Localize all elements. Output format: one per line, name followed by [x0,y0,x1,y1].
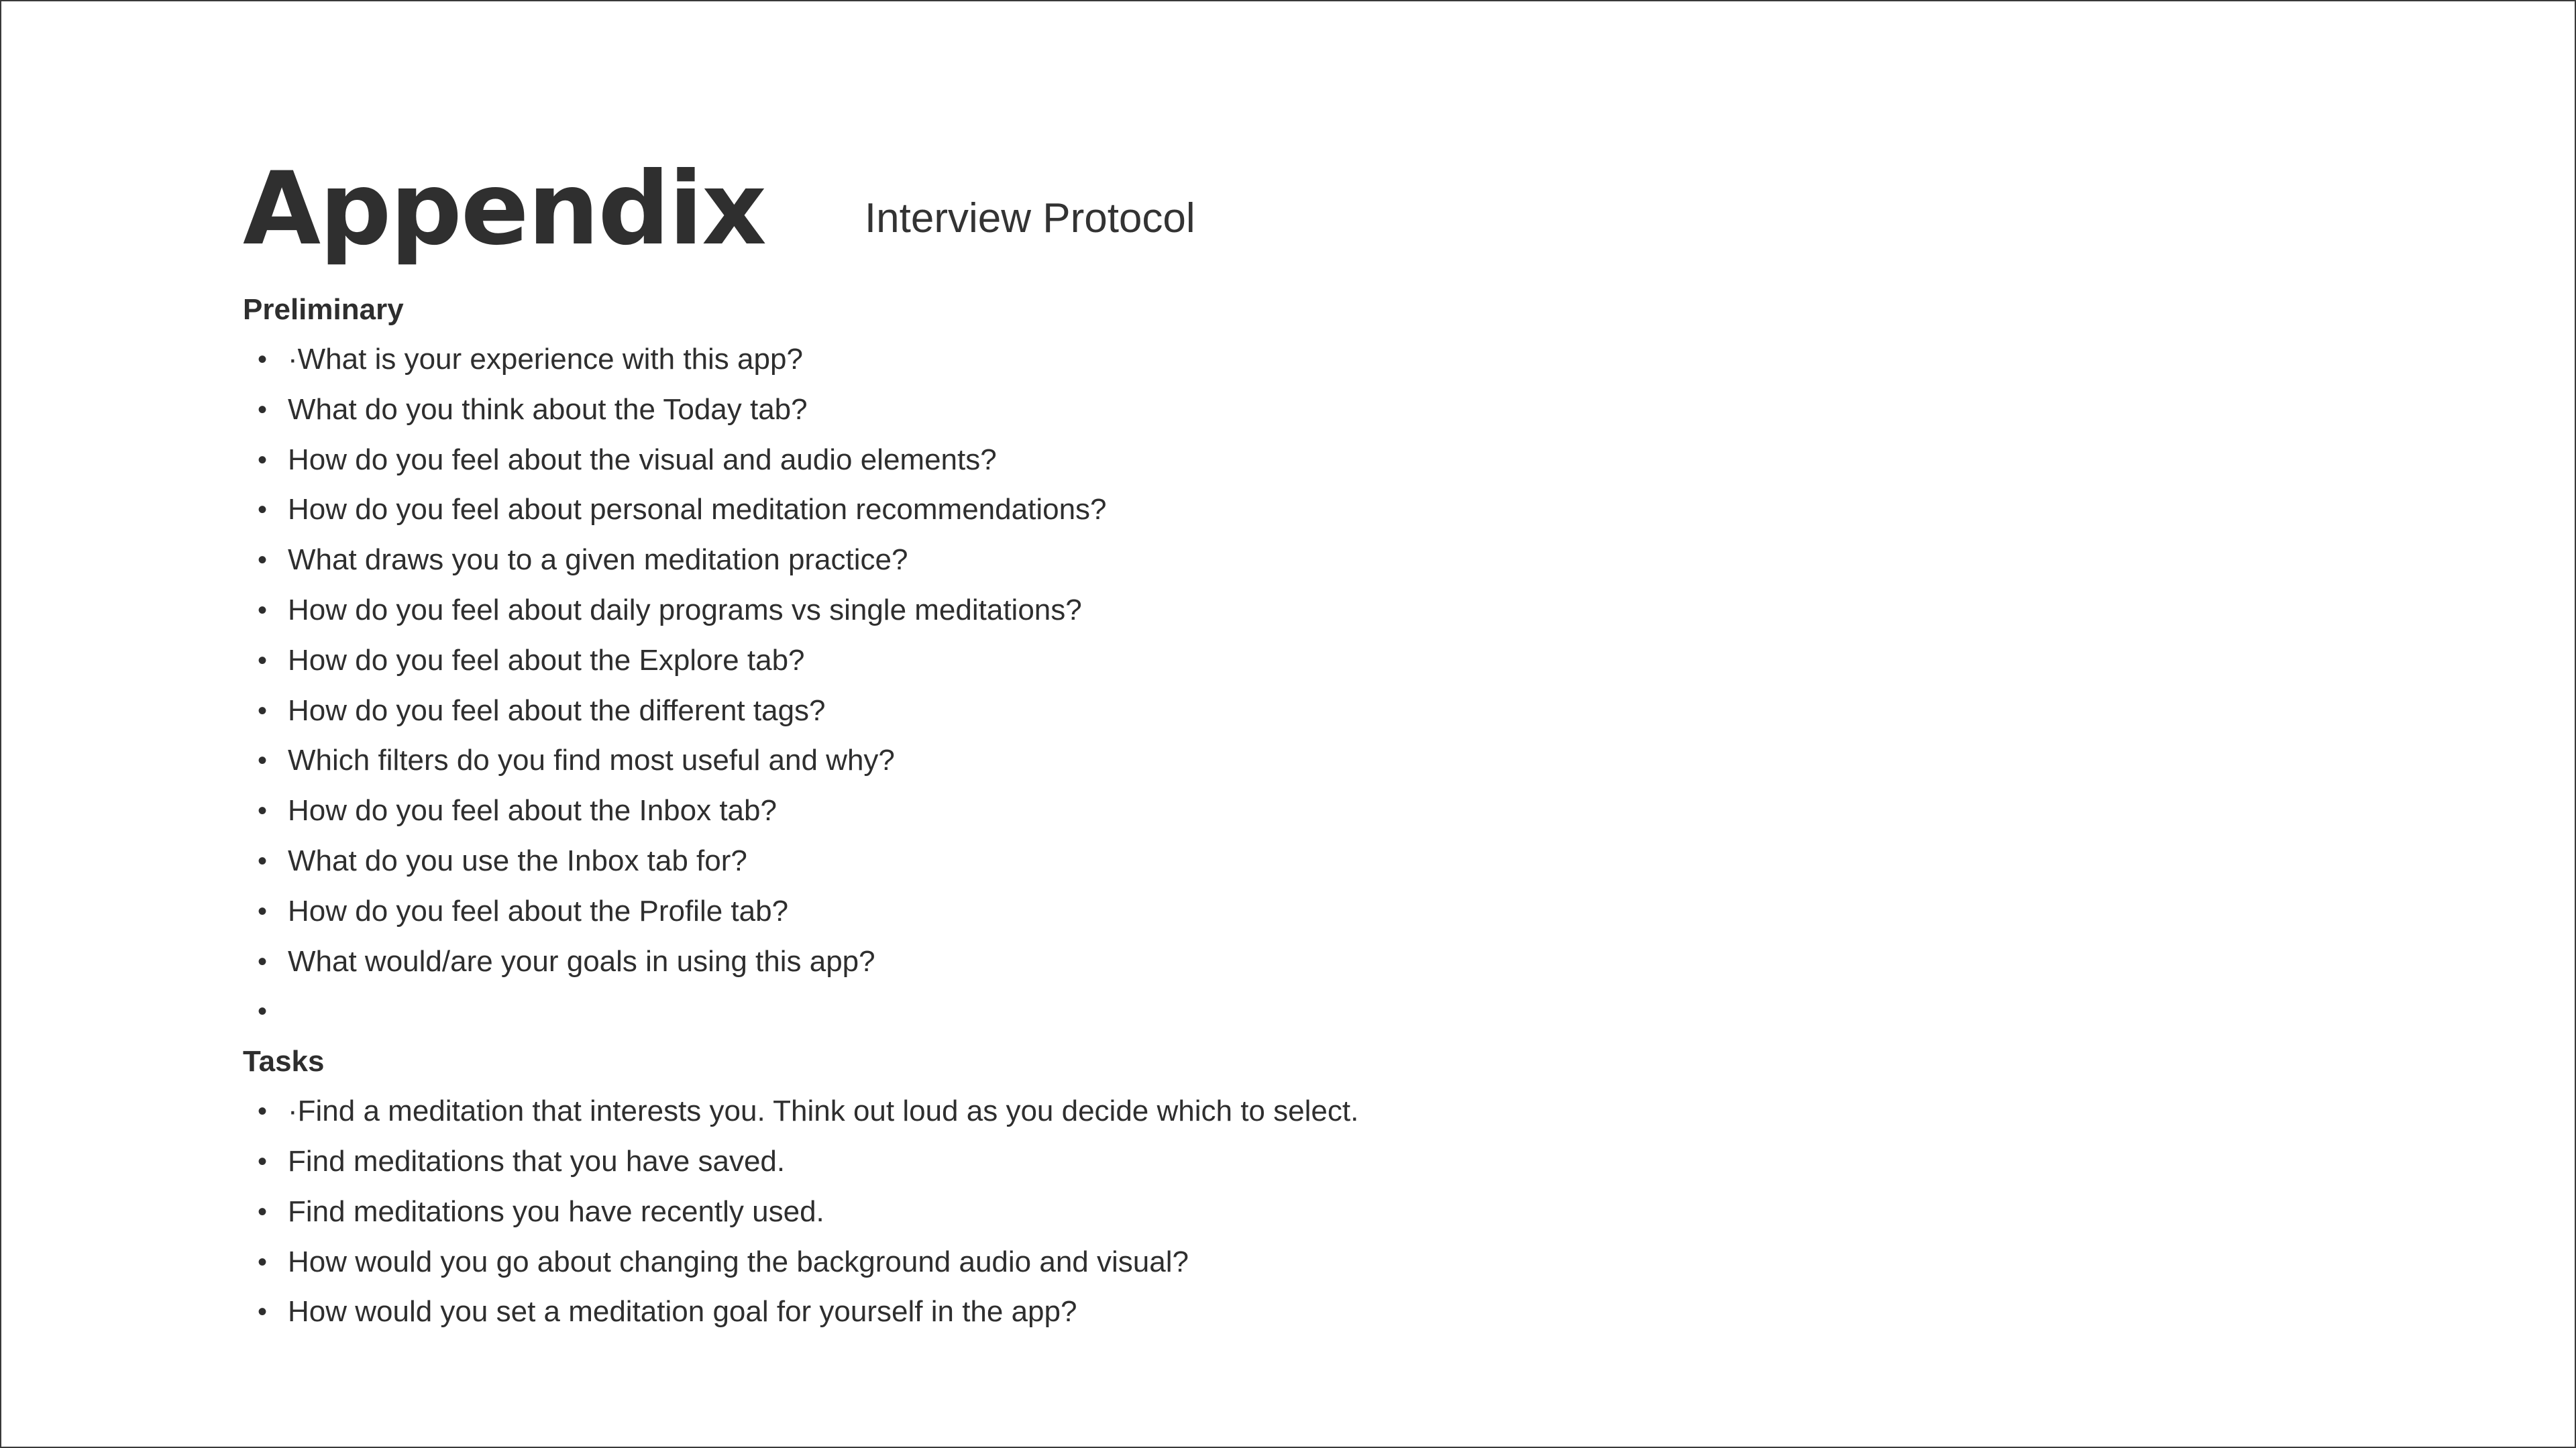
bullet-icon: • [258,896,268,926]
list-item-text: How do you feel about the Profile tab? [288,894,789,928]
bullet-icon: • [258,545,268,575]
list-item-text: What do you use the Inbox tab for? [288,844,747,877]
bullet-icon: • [258,595,268,625]
list-item [243,1243,2121,1281]
bullet-icon: • [258,394,268,425]
list-item [243,842,2121,880]
list-item [243,792,2121,830]
bullet-icon: • [258,1297,268,1327]
list-item-text: How do you feel about the visual and audio elements? [288,443,997,476]
list-item [243,592,2121,629]
list-item-text: What do you think about the Today tab? [288,392,808,426]
list-item [243,893,2121,930]
tasks-list [243,1093,2121,1331]
list-item-text: ·What is your experience with this app? [288,343,803,376]
page-subtitle: Interview Protocol [864,195,1195,241]
bullet-icon: • [258,645,268,675]
section-heading-tasks: Tasks [243,1045,325,1078]
list-item-text: How do you feel about the different tags? [288,693,826,727]
list-item-text: How do you feel about the Inbox tab? [288,794,777,828]
list-item [243,341,2121,378]
protocol-content [243,291,2121,1343]
bullet-icon: • [258,695,268,726]
list-item [243,943,2121,981]
list-item-text: Find meditations you have recently used. [288,1194,824,1228]
bullet-icon: • [258,445,268,475]
bullet-icon: • [258,495,268,525]
list-item-text: Find meditations that you have saved. [288,1144,786,1178]
list-item-text: How would you go about changing the background audio and visual? [288,1245,1189,1278]
list-item-text: ·Find a meditation that interests you. Think out loud as you decide which to select. [288,1095,1359,1128]
preliminary-question-list [243,341,2121,1030]
list-item [243,1143,2121,1180]
list-item [243,742,2121,779]
bullet-icon: • [258,1196,268,1227]
bullet-icon: • [258,1247,268,1277]
slide-header [243,139,1195,268]
list-item [243,1193,2121,1231]
list-item [243,441,2121,479]
bullet-icon: • [258,1146,268,1176]
list-item-text: What would/are your goals in using this app? [288,944,875,978]
bullet-icon: • [258,846,268,876]
list-item [243,1093,2121,1130]
bullet-icon: • [258,997,268,1027]
list-item [243,692,2121,730]
list-item [243,391,2121,429]
list-item-empty [243,993,2121,1030]
bullet-icon: • [258,345,268,374]
list-item [243,1293,2121,1331]
bullet-icon: • [258,1097,268,1127]
list-item-text: What draws you to a given meditation practice? [288,543,908,577]
list-item [243,491,2121,528]
bullet-icon: • [258,796,268,826]
list-item-text: How would you set a meditation goal for yourself in the app? [288,1295,1077,1329]
list-item-text: How do you feel about the Explore tab? [288,643,805,677]
bullet-icon: • [258,746,268,776]
list-item-text: Which filters do you find most useful and why? [288,744,895,777]
list-item-text: How do you feel about daily programs vs single meditations? [288,593,1082,626]
list-item-text: How do you feel about personal meditation recommendations? [288,493,1107,526]
list-item [243,642,2121,679]
list-item [243,541,2121,579]
page-title: Appendix [243,151,765,268]
bullet-icon: • [258,946,268,977]
section-heading-preliminary: Preliminary [243,293,404,326]
